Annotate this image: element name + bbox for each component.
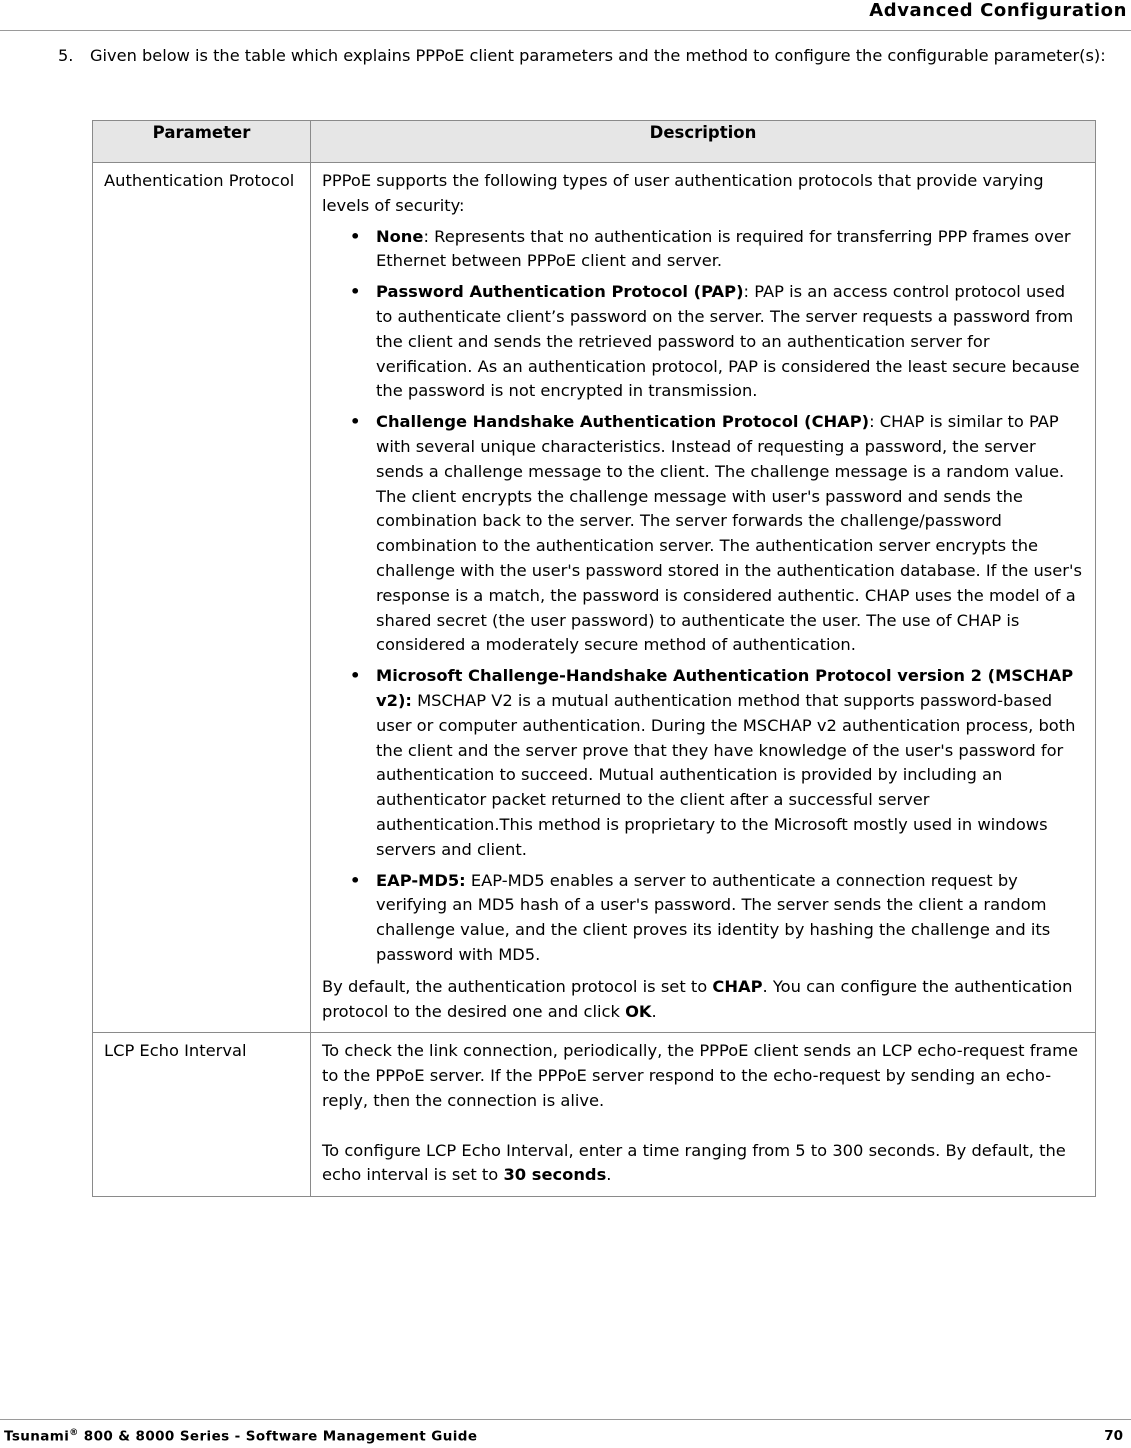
bullet-icon: • [350,870,361,890]
parameter-description [311,163,1096,1033]
item-text: EAP-MD5 enables a server to authenticate a connection request by verifying an MD5 hash of a user's password. The server sends the client a random challenge value, and the client proves its identity by hashing the challenge and its password with MD5. [376,870,1051,964]
table-row-lcp-echo-interval [93,1033,1096,1197]
default-interval-value: 30 seconds [503,1165,607,1185]
parameter-name: LCP Echo Interval [93,1033,311,1197]
bullet-icon: • [350,282,361,302]
ok-button-label: OK [625,1001,652,1021]
item-text: CHAP is similar to PAP with several unique characteristics. Instead of requesting a password, the server sends a challenge message to the client. The challenge message is a random value. The client encrypts the challenge message with user's password and sends the combination back to the server. The server forwards the challenge/password combination to the authentication server. The authentication server encrypts the challenge with the user's password stored in the authentication database. If the user's response is a match, the password is considered authentic. CHAP uses the model of a shared secret (the user password) to authenticate the user. The use of CHAP is considered a moderately secure method of authentication. [376,412,1082,655]
lcp-para-1: To check the link connection, periodically, the PPPoE client sends an LCP echo-request frame to the PPPoE server. If the PPPoE server respond to the echo-request by sending an echo-reply, then the connection is alive. [322,1041,1078,1110]
item-text: Represents that no authentication is required for transferring PPP frames over Ethernet between PPPoE client and server. [376,226,1071,271]
auth-default-note: By default, the authentication protocol is set to CHAP. You can configure the authentication protocol to the desired one and click OK. [322,976,1073,1021]
parameter-name: Authentication Protocol [93,163,311,1033]
bullet-icon: • [350,666,361,686]
lcp-para-2: To configure LCP Echo Interval, enter a time ranging from 5 to 300 seconds. By default, the echo interval is set to 30 seconds. [322,1140,1066,1185]
item-term: None [376,226,424,246]
pppoe-parameter-table [92,120,1096,1197]
list-item-chap: • Challenge Handshake Authentication Protocol (CHAP): CHAP is similar to PAP with several unique characteristics. Instead of requesting a password, the server sends a challenge message to the client. The challenge message is a random value. The client encrypts the challenge message with user's password and sends the combination back to the server. The server forwards the challenge/password combination to the authentication server. The authentication server encrypts the challenge with the user's password stored in the authentication database. If the user's response is a match, the password is considered authentic. CHAP uses the model of a shared secret (the user password) to authenticate the user. The use of CHAP is considered a moderately secure method of authentication. [350,412,1082,655]
list-item-mschap-v2 [322,664,1085,862]
page-number: 70 [1104,1428,1123,1444]
item-text: PAP is an access control protocol used to authenticate client’s password on the server. The server requests a password from the client and sends the retrieved password to an authentication server for verification. As an authentication protocol, PAP is considered the least secure because the password is not encrypted in transmission. [376,282,1080,401]
item-text: MSCHAP V2 is a mutual authentication method that supports password-based user or computer authentication. During the MSCHAP v2 authentication process, both the client and the server prove that they have knowledge of the user's password for authentication to succeed. Mutual authentication is provided by including an authenticator packet returned to the client after a successful server authentication.This method is proprietary to the Microsoft mostly used in windows servers and client. [376,690,1076,859]
step-number: 5. [58,46,74,65]
bullet-icon: • [350,412,361,432]
auth-protocol-list [322,225,1085,968]
step-5 [58,44,1131,67]
list-item-none: • None: Represents that no authentication is required for transferring PPP frames over Ethernet between PPPoE client and server. [350,226,1071,271]
item-term: Challenge Handshake Authentication Protocol (CHAP) [376,412,870,432]
footer-guide-title: Tsunami® 800 & 8000 Series - Software Management Guide [4,1428,478,1445]
table-header-row [93,121,1096,163]
item-term: Password Authentication Protocol (PAP) [376,282,744,302]
auth-intro: PPPoE supports the following types of user authentication protocols that provide varying levels of security: [322,171,1044,215]
bullet-icon: • [350,226,361,246]
column-header-parameter: Parameter [93,121,311,163]
list-item-eap-md5 [322,869,1085,968]
list-item-pap: • Password Authentication Protocol (PAP): PAP is an access control protocol used to authenticate client’s password on the server. The server requests a password from the client and sends the retrieved password to an authentication server for verification. As an authentication protocol, PAP is considered the least secure because the password is not encrypted in transmission. [350,282,1080,401]
header-title: Advanced Configuration [869,0,1127,21]
step-text: Given below is the table which explains PPPoE client parameters and the method to configure the configurable parameter(s): [90,46,1106,65]
default-protocol-value: CHAP [712,976,763,996]
table-row-authentication-protocol [93,163,1096,1033]
parameter-description [311,1033,1096,1197]
page-header [0,0,1131,31]
item-term: Microsoft Challenge-Handshake Authentication Protocol version 2 (MSCHAP v2): [376,666,1074,710]
item-term: EAP-MD5: [376,870,466,890]
page-footer [0,1419,1131,1448]
column-header-description: Description [311,121,1096,163]
